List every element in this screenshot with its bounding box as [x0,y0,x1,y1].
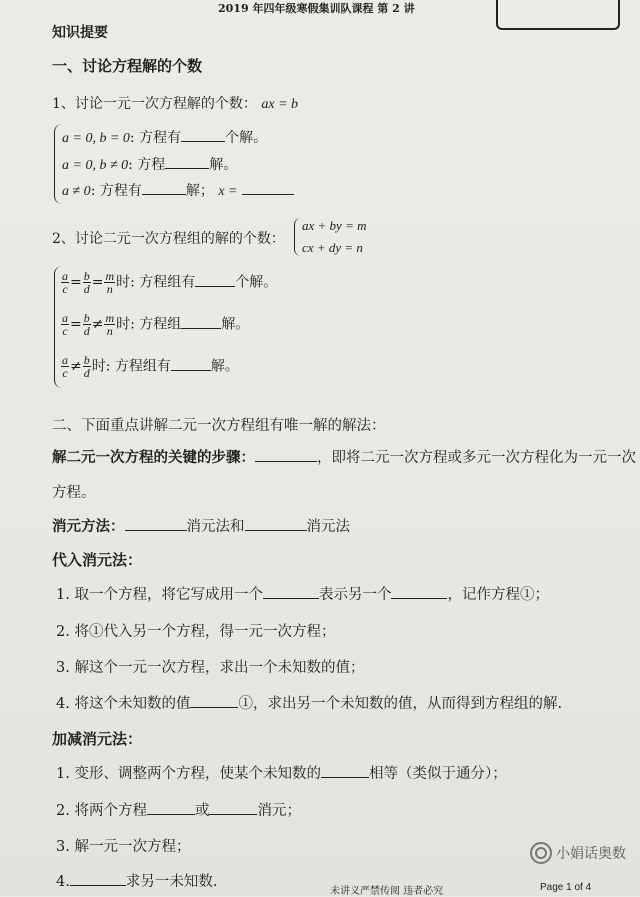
case5-pre: 时: 方程组 [116,316,182,333]
add-step-1-a: 1. 变形、调整两个方程，使某个未知数的 [56,766,321,782]
methods-label: 消元方法： [52,518,125,535]
frac-b-d: $\frac{b}{d}$ [83,311,90,338]
footer-notice: 未讲义严禁传阅 违者必究 [330,886,444,897]
frac-a-c: $\frac{a}{c}$ [62,353,68,380]
case5-row [60,312,249,337]
case6-row [60,354,239,379]
sub-step-1 [56,583,549,604]
add-step-1 [56,762,507,783]
header-box [496,0,620,30]
case3-blank [142,180,186,195]
add-step-2-blank2 [209,800,257,815]
op-neq: ≠ [91,316,104,333]
methods-end: 消元法 [306,519,350,535]
add-step-4 [56,870,217,891]
add-step-2-a: 2. 将两个方程 [56,803,147,819]
sub-step-4-a: 4. 将这个未知数的值 [56,696,191,712]
watermark [530,842,626,864]
frac-a-c: $\frac{a}{c}$ [62,269,68,296]
add-step-1-blank [321,763,369,778]
add-step-4-a: 4. [56,874,70,890]
add-step-3: 3. 解一元一次方程； [56,839,191,855]
case4-row [60,270,277,295]
add-step-4-blank [70,871,126,886]
case5-blank [181,314,221,329]
methods-blank2 [245,516,307,531]
methods-mid: 消元法和 [186,519,245,535]
sub-step-4-blank [190,693,238,708]
sub-step-3: 3. 解这个一元一次方程，求出一个未知数的值； [56,660,365,676]
key-step-line [52,446,636,467]
case2-pre: : 方程 [128,157,166,173]
item1-label: 1、讨论一元一次方程解的个数： [52,96,257,112]
methods-line [52,515,350,536]
addition-title: 加减消元法： [52,730,143,748]
case4-pre: 时: 方程组有 [116,274,196,291]
section1-title: 一、讨论方程解的个数 [52,57,203,75]
methods-blank1 [125,516,187,531]
case3-post: 解； [185,183,214,199]
sub-step-4-b: ①，求出另一个未知数的值，从而得到方程组的解. [238,696,563,712]
case6-blank [171,356,211,371]
case1-row [62,127,267,147]
case2-blank [165,154,209,169]
case3-cond: a ≠ 0 [62,184,91,199]
op-eq: = [70,274,82,291]
section2-title: 二、下面重点讲解二元一次方程组有唯一解的解法： [52,418,386,434]
case3-extra: x = [218,184,238,199]
sub-step-2: 2. 将①代入另一个方程，得一元一次方程； [56,624,336,640]
add-step-4-b: 求另一未知数. [125,874,218,890]
frac-b-d: $\frac{b}{d}$ [83,269,90,296]
op-neq: ≠ [70,358,82,375]
frac-m-n: $\frac{m}{n}$ [105,311,115,338]
add-step-2-b: 或 [194,803,210,819]
brace-1 [54,124,62,204]
case3-x-blank [242,180,294,195]
watermark-text: 小娟话奥数 [556,846,626,862]
case6-pre: 时: 方程组有 [91,358,171,375]
frac-a-c: $\frac{a}{c}$ [62,311,68,338]
frac-b-d: $\frac{b}{d}$ [83,353,90,380]
substitution-title: 代入消元法： [52,551,143,569]
op-eq: = [70,316,82,333]
case1-cond: a = 0, b = 0 [62,131,130,146]
key-step-text: ，即将二元一次方程或多元一次方程化为一元一次 [317,450,636,466]
frac-m-n: $\frac{m}{n}$ [105,269,115,296]
item1-eq: ax = b [261,97,299,112]
add-step-2-blank1 [147,800,195,815]
sub-step-1-a: 1. 取一个方程，将它写成用一个 [56,587,263,603]
wechat-icon [530,842,552,864]
item2-eq1: ax + by = m [302,218,367,233]
sub-step-1-b: 表示另一个 [318,587,392,603]
key-step-blank [255,447,317,462]
case4-post: 个解。 [235,274,278,291]
item1-line [52,93,298,113]
case2-post: 解。 [209,157,238,173]
case2-row [62,154,237,174]
case6-post: 解。 [210,358,239,375]
case1-blank [181,127,225,142]
knowledge-title: 知识提要 [52,25,108,41]
case1-pre: : 方程有 [129,130,182,146]
add-step-2-c: 消元； [257,803,301,819]
case3-row [62,180,294,200]
op-eq: = [91,274,104,291]
case3-pre: : 方程有 [90,183,142,199]
sub-step-1-blank2 [391,584,447,599]
case5-post: 解。 [221,316,250,333]
item2-eq2: cx + dy = n [302,240,363,255]
sub-step-1-blank1 [263,584,319,599]
case1-post: 个解。 [225,130,268,146]
sub-step-4 [56,692,562,713]
key-step-text2: 方程。 [52,485,96,501]
case2-cond: a = 0, b ≠ 0 [62,158,129,173]
brace-2 [294,218,301,256]
add-step-2 [56,799,301,820]
course-header: 2019 年四年级寒假集训队课程 第 2 讲 [218,2,415,15]
key-step-label: 解二元一次方程的关键的步骤： [52,449,255,466]
item2-label: 2、讨论二元一次方程组的解的个数： [52,231,285,247]
sub-step-1-c: ，记作方程①； [447,587,549,603]
case4-blank [195,272,235,287]
page-number: Page 1 of 4 [540,882,592,893]
add-step-1-b: 相等（类似于通分）； [368,766,507,782]
